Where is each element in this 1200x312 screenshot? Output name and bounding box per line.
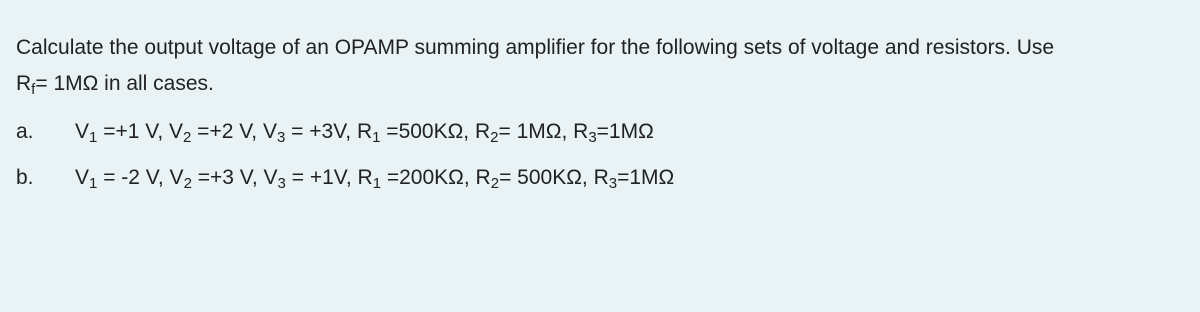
v2-subscript: 2	[183, 129, 192, 146]
r2-value: = 500KΩ,	[499, 166, 594, 189]
v3-subscript: 3	[276, 129, 286, 146]
v3-subscript: 3	[277, 175, 286, 192]
v1-symbol: V	[75, 120, 90, 143]
v2-value: =+3 V,	[191, 166, 264, 189]
case-marker: a.	[16, 120, 34, 143]
r2-symbol: R	[475, 166, 491, 189]
rf-value: = 1MΩ in all cases.	[35, 72, 214, 95]
r2-symbol: R	[474, 120, 491, 143]
rf-symbol: R	[16, 72, 32, 95]
r3-subscript: 3	[608, 175, 618, 192]
v1-value: = -2 V,	[97, 166, 170, 189]
r3-symbol: R	[573, 120, 589, 143]
case-expression	[75, 120, 654, 144]
r3-value: =1MΩ	[617, 166, 675, 189]
problem-intro	[16, 30, 1186, 102]
v3-symbol: V	[262, 120, 277, 143]
v1-symbol: V	[75, 166, 90, 189]
r2-subscript: 2	[490, 175, 500, 192]
r2-value: = 1MΩ,	[498, 120, 574, 143]
r2-subscript: 2	[490, 129, 499, 146]
case-marker: b.	[16, 166, 34, 189]
v3-symbol: V	[263, 166, 278, 189]
v1-subscript: 1	[89, 175, 98, 192]
r1-symbol: R	[357, 166, 373, 189]
v2-symbol: V	[169, 166, 184, 189]
r1-subscript: 1	[372, 175, 382, 192]
r1-symbol: R	[356, 120, 373, 143]
v1-subscript: 1	[89, 129, 98, 146]
r1-value: =200KΩ,	[381, 166, 476, 189]
v3-value: = +1V,	[285, 166, 358, 189]
r3-value: =1MΩ	[596, 120, 654, 143]
v2-value: =+2 V,	[191, 120, 263, 143]
v1-value: =+1 V,	[97, 120, 169, 143]
intro-line-2	[16, 66, 1186, 102]
r1-subscript: 1	[372, 129, 381, 146]
v2-subscript: 2	[183, 175, 192, 192]
r1-value: =500KΩ,	[380, 120, 475, 143]
v2-symbol: V	[168, 120, 183, 143]
intro-line-1: Calculate the output voltage of an OPAMP summing amplifier for the following sets of voltage and resistors. Use	[16, 36, 1055, 59]
r3-subscript: 3	[588, 129, 597, 146]
r3-symbol: R	[593, 166, 609, 189]
rf-subscript: f	[31, 81, 36, 98]
case-expression	[75, 166, 674, 190]
v3-value: = +3V,	[285, 120, 357, 143]
